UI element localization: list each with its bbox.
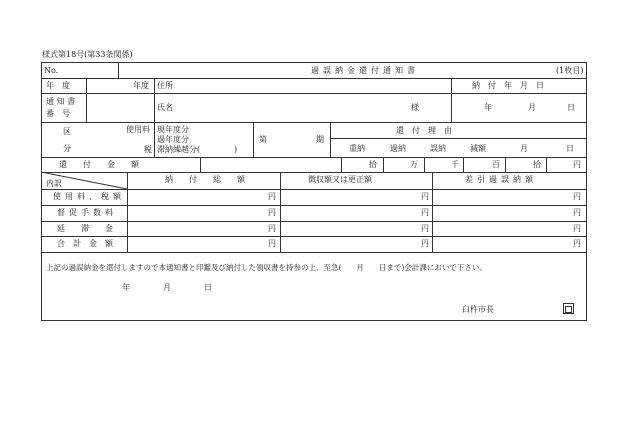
honorific: 様 <box>411 103 419 112</box>
row-dunning-fee: 督促手数料 <box>57 208 117 217</box>
divider <box>41 236 587 237</box>
yen-unit: 円 <box>268 224 276 233</box>
footer-message: 上記の過誤納金を還付しますので本通知書と印鑑及び納付した領収書を持参の上、至急( 月 日まで)会計課においで下さい。 <box>46 263 487 272</box>
arrears-option: 滞納繰越分( <box>157 145 201 154</box>
divider <box>280 172 281 252</box>
divider <box>546 157 547 172</box>
reason-duplicate: 重納 <box>349 144 365 153</box>
yen-unit: 円 <box>268 208 276 217</box>
digit-unit-jyu-man: 拾 <box>369 160 377 169</box>
divider <box>330 122 331 157</box>
no-label: No. <box>44 66 59 75</box>
divider <box>41 78 587 79</box>
yen-unit: 円 <box>573 239 581 248</box>
divider <box>383 157 384 172</box>
divider <box>86 78 87 122</box>
period-prefix: 第 <box>259 135 267 144</box>
page-count: (1枚目) <box>556 66 584 75</box>
divider <box>41 93 587 94</box>
divider <box>253 122 254 157</box>
row-usage-tax: 使用料、税額 <box>53 192 125 201</box>
issue-month: 月 <box>163 283 171 292</box>
yen-unit: 円 <box>421 208 429 217</box>
divider <box>118 62 119 78</box>
yen-unit: 円 <box>421 224 429 233</box>
reason-reduced: 減額 <box>470 144 486 153</box>
seal-mark <box>565 306 572 313</box>
day-unit: 日 <box>567 103 575 112</box>
digit-unit-sen: 千 <box>451 160 459 169</box>
issue-year: 年 <box>122 283 130 292</box>
digit-unit-hyaku: 百 <box>492 160 500 169</box>
yen-unit: 円 <box>421 192 429 201</box>
yen-unit: 円 <box>268 239 276 248</box>
reason-erroneous: 誤納 <box>430 144 446 153</box>
divider <box>432 172 433 252</box>
past-year-option: 過年度分 <box>157 135 189 144</box>
divider <box>424 157 425 172</box>
divider <box>341 157 342 172</box>
yen-unit: 円 <box>268 192 276 201</box>
address-label: 住所 <box>157 81 173 90</box>
divider <box>505 157 506 172</box>
category-label: 区 <box>63 127 71 136</box>
notice-number-label: 番 号 <box>46 109 70 118</box>
col-net-overpaid: 差引過誤納額 <box>465 175 537 184</box>
yen-unit: 円 <box>573 192 581 201</box>
notice-number-label: 通 知 書 <box>46 97 76 106</box>
payment-date-label: 納 付 年 月 日 <box>472 81 544 90</box>
col-collected: 徴収額又は更正額 <box>308 175 372 184</box>
tax-label: 税 <box>144 145 152 154</box>
period-suffix: 期 <box>316 135 324 144</box>
breakdown-label: 内訳 <box>46 179 62 188</box>
category-label: 分 <box>63 144 71 153</box>
divider <box>41 122 587 123</box>
divider <box>330 138 587 139</box>
issuer-name: 臼杵市長 <box>462 305 494 314</box>
year-unit: 年 <box>484 103 492 112</box>
divider <box>200 157 201 172</box>
row-late-charge: 延 滞 金 <box>57 224 117 233</box>
divider <box>154 78 155 157</box>
row-total: 合 計 金 額 <box>57 239 113 248</box>
divider <box>41 221 587 222</box>
col-total-paid: 納 付 総 額 <box>165 175 249 184</box>
yen-unit: 円 <box>573 208 581 217</box>
digit-unit-jyu: 拾 <box>533 160 541 169</box>
digit-unit-yen: 円 <box>573 160 581 169</box>
month-unit: 月 <box>520 144 528 153</box>
current-year-option: 現年度分 <box>157 125 189 134</box>
divider <box>41 205 587 206</box>
yen-unit: 円 <box>421 239 429 248</box>
yen-unit: 円 <box>573 224 581 233</box>
divider <box>463 157 464 172</box>
year-label: 年 度 <box>46 81 70 90</box>
seal-stamp <box>563 303 574 314</box>
month-unit: 月 <box>528 103 536 112</box>
issue-day: 日 <box>204 283 212 292</box>
divider <box>41 252 587 253</box>
digit-unit-man: 万 <box>410 160 418 169</box>
usage-fee-label: 使用料 <box>126 125 150 134</box>
divider <box>451 78 452 122</box>
name-label: 氏名 <box>157 103 173 112</box>
arrears-close: ) <box>234 145 238 154</box>
refund-reason-title: 還 付 理 由 <box>396 126 452 135</box>
document-title: 過誤納金還付通知書 <box>311 66 419 75</box>
day-unit: 日 <box>566 144 574 153</box>
fiscal-year-field: 年度 <box>133 81 149 90</box>
reason-overpaid: 過納 <box>390 144 406 153</box>
form-number: 様式第18号(第33条関係) <box>42 50 133 59</box>
refund-amount-label: 還 付 金 額 <box>59 160 139 169</box>
